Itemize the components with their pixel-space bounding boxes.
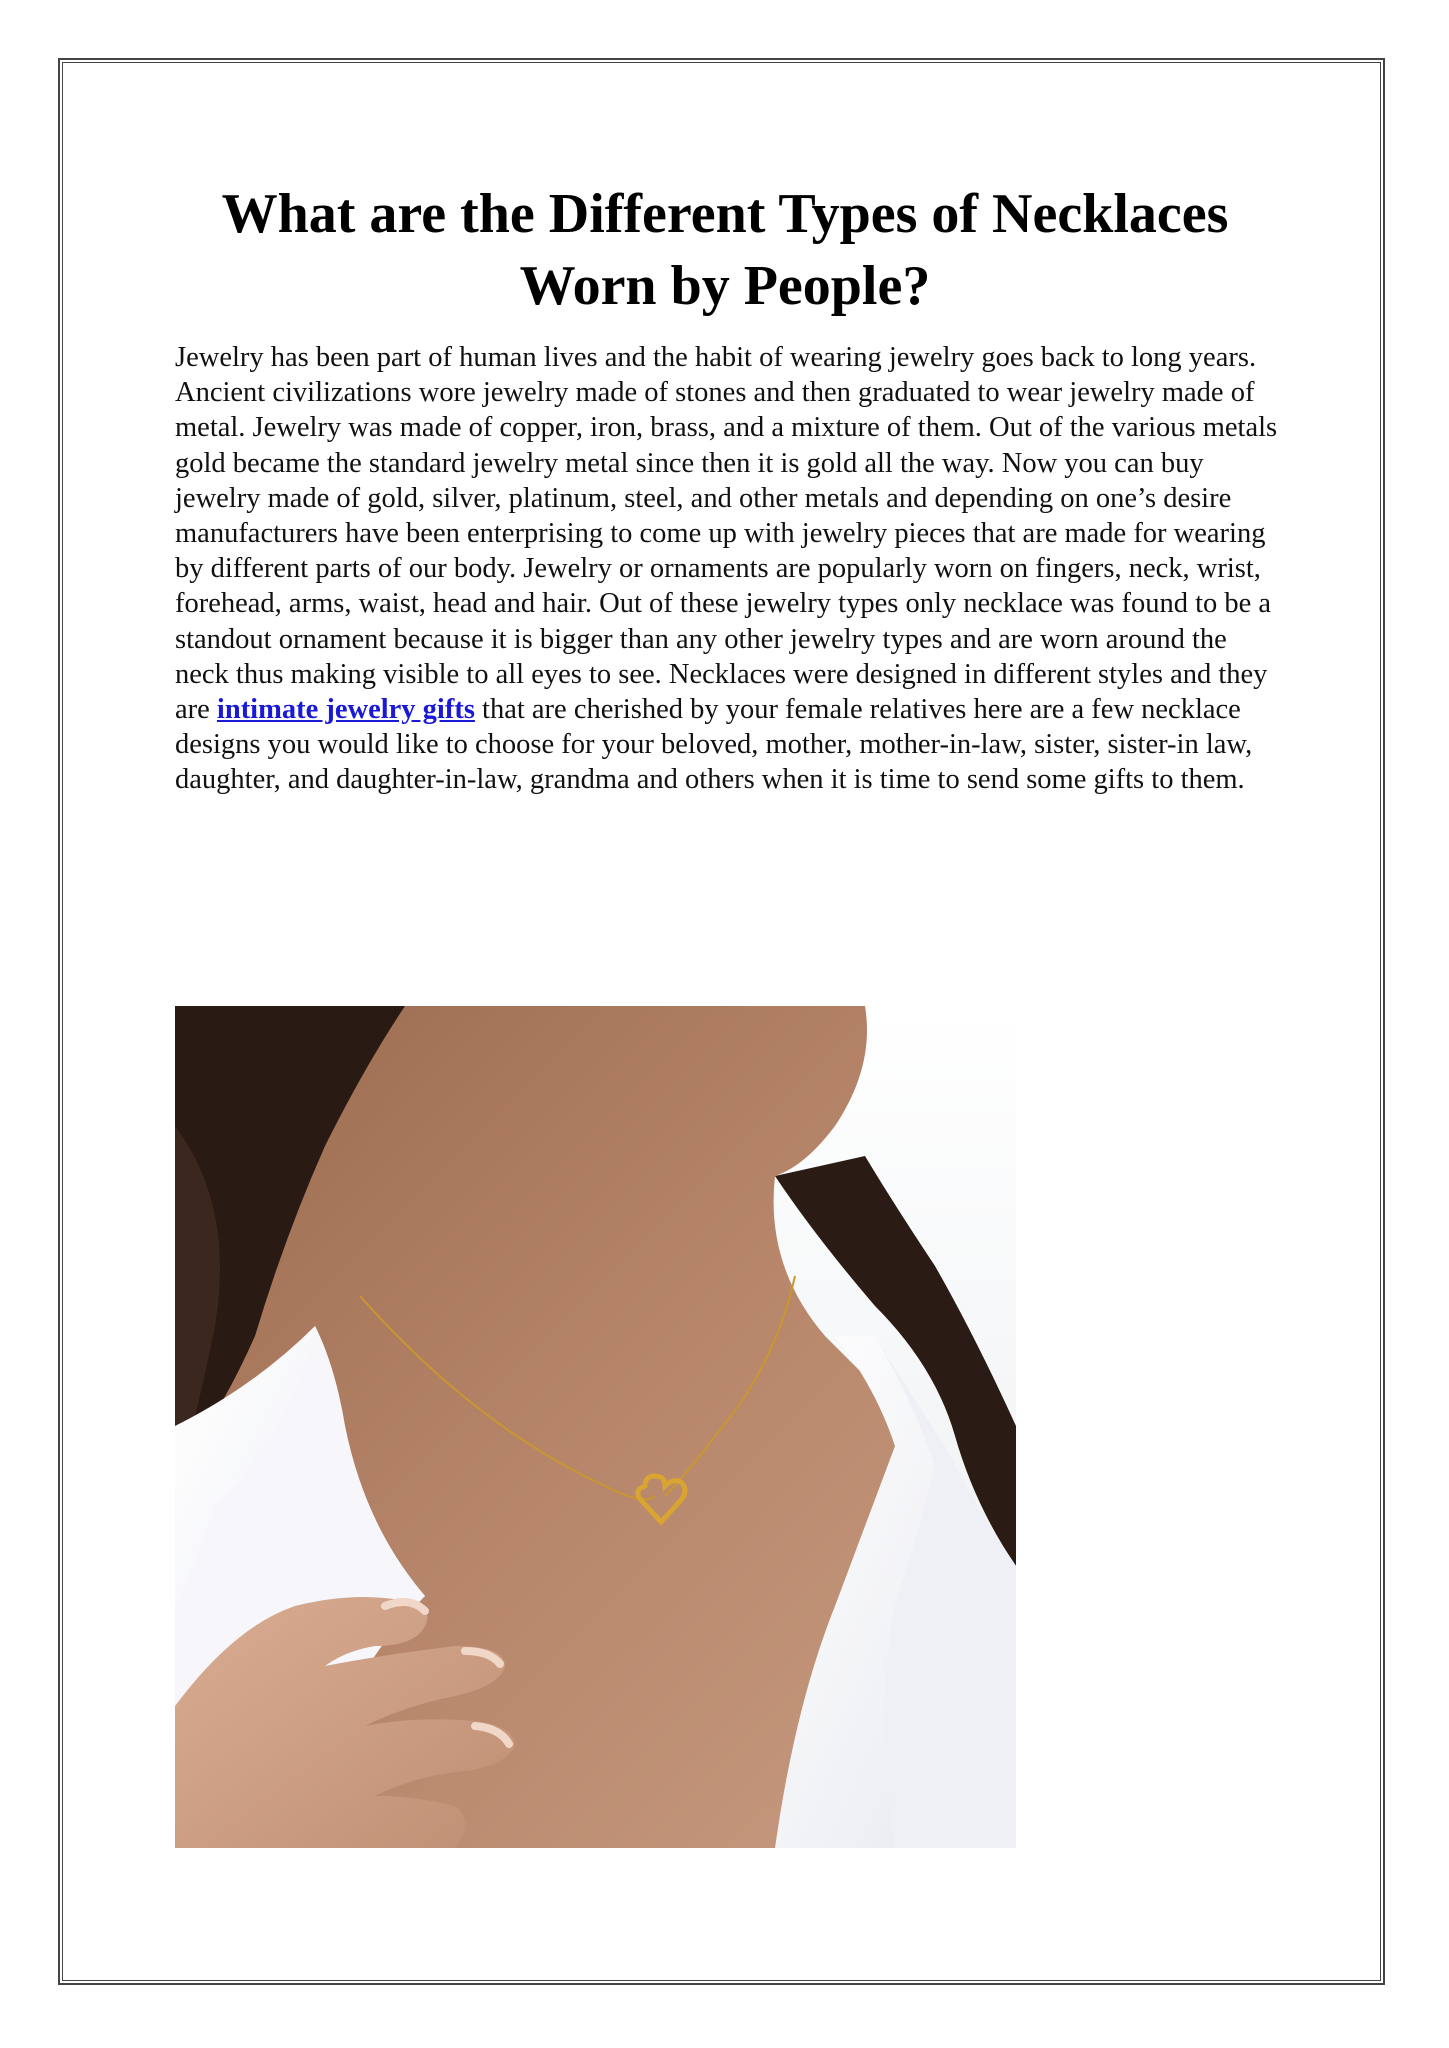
paragraph-text-after-link: that are cherished by your female relatives here are a few necklace designs you would like to choose for your beloved, mother, mother-in-law, sister, sister-in law, daughter, and daughter-in-law, grandma and others when it is time to send some gifts to them. bbox=[175, 694, 1253, 796]
necklace-photo bbox=[175, 1006, 1016, 1848]
paragraph-text-before-link: Jewelry has been part of human lives and the habit of wearing jewelry goes back to long years. Ancient civilizations wore jewelry made of stones and then graduated to wear jewelry made of metal. Jewelry was made of copper, iron, brass, and a mixture of them. Out of the various metals gold became the standard jewelry metal since then it is gold all the way. Now you can buy jewelry made of gold, silver, platinum, steel, and other metals and depending on one’s desire manufacturers have been enterprising to come up with jewelry pieces that are made for wearing by different parts of our body. Jewelry or ornaments are popularly worn on fingers, neck, wrist, forehead, arms, waist, head and hair. Out of these jewelry types only necklace was found to be a standout ornament because it is bigger than any other jewelry types and are worn around the neck thus making visible to all eyes to see. Necklaces were designed in different styles and they are bbox=[175, 342, 1278, 726]
title-line-1: What are the Different Types of Necklaces bbox=[221, 183, 1229, 245]
intimate-jewelry-gifts-link[interactable]: intimate jewelry gifts bbox=[216, 694, 475, 726]
intro-paragraph bbox=[175, 340, 1285, 798]
page-title bbox=[150, 178, 1300, 322]
title-line-2: Worn by People? bbox=[519, 255, 931, 317]
necklace-photo-illustration bbox=[175, 1006, 1016, 1848]
